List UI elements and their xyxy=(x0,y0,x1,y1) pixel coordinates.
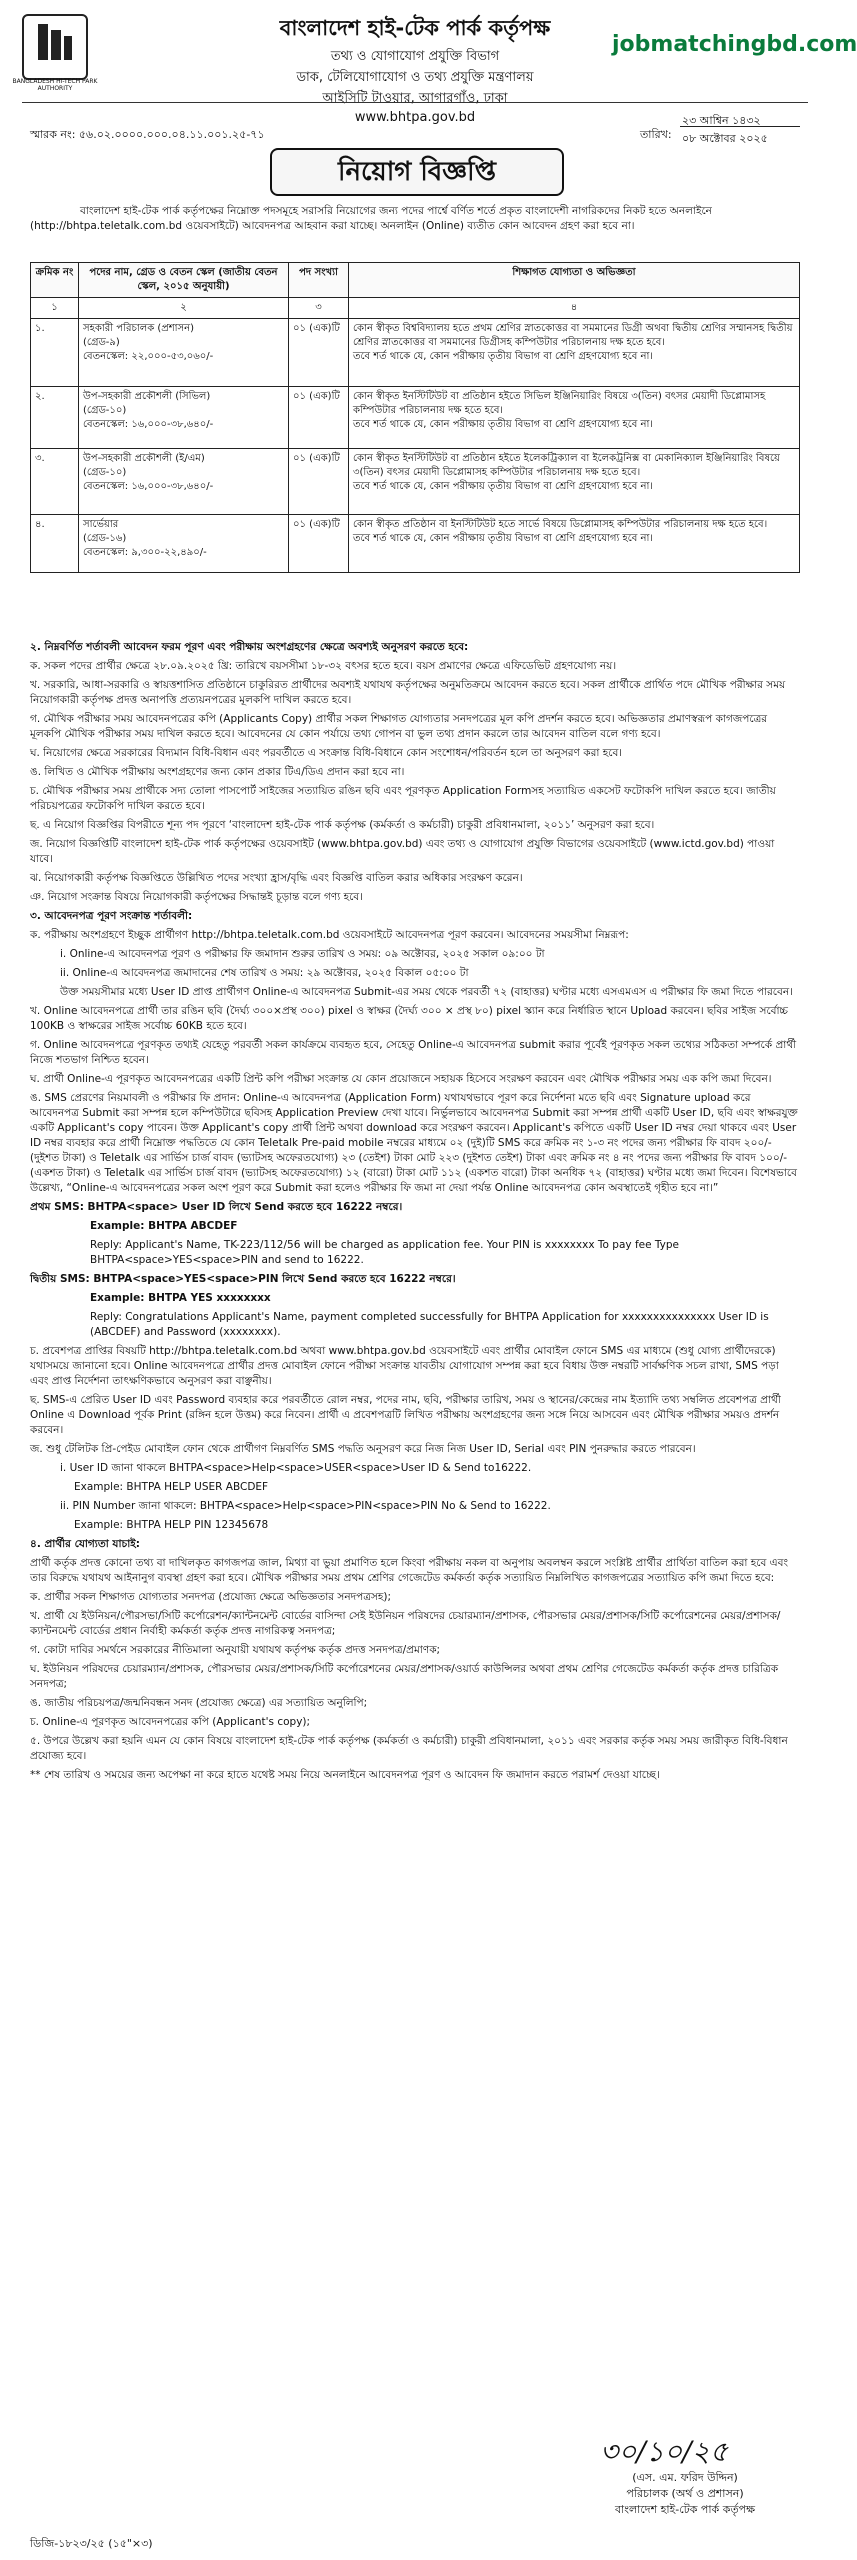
post-scale: বেতনস্কেল: ১৬,০০০-৩৮,৬৪০/- xyxy=(83,419,214,430)
website-line: www.bhtpa.gov.bd xyxy=(354,110,476,125)
signatory-designation: পরিচালক (অর্থ ও প্রশাসন) xyxy=(626,2487,744,2500)
sl-cell: ২. xyxy=(31,387,79,449)
section-2 xyxy=(30,640,800,1787)
count-cell: ০১ (এক)টি xyxy=(289,449,349,515)
post-name: উপ-সহকারী প্রকৌশলী (সিভিল) xyxy=(83,391,211,402)
col-header-count: পদ সংখ্যা xyxy=(289,263,349,298)
qual-cell xyxy=(349,515,800,573)
sms1-reply: Reply: Applicant's Name, TK-223/112/56 will be charged as application fee. Your PIN is xxxxxxxx To pay fee Type BHTPA<space>YES<space>PIN and send to 16222. xyxy=(90,1239,680,1266)
section-2-item: ক. সকল পদের প্রার্থীর ক্ষেত্রে ২৮.০৯.২০২৫ খ্রি: তারিখে বয়সসীমা ১৮-৩২ বৎসর হতে হবে। বয়স প্রমাণের ক্ষেত্রে এফিডেভিট গ্রহণযোগ্য নয়। xyxy=(30,660,617,672)
jobmatchingbd-logo: jobmatchingbd.com xyxy=(612,32,857,57)
section-3-umo: ঙ. SMS প্রেরণের নিয়মাবলী ও পরীক্ষার ফি প্রদান: Online-এ আবেদনপত্র (Application Form) যথাযথভাবে পূরণ করে নির্দেশনা মতে ছবি এবং Signature upload করে আবেদনপত্র Submit করা সম্পন্ন হলে কম্পিউটারে ছবিসহ Application Preview দেখা যাবে। নির্ভুলভাবে আবেদনপত্র Submit করা সম্পন্ন প্রার্থী একটি User ID, ছবি এবং স্বাক্ষরযুক্ত একটি Applicant's copy পাবেন। উক্ত Applicant's copy প্রার্থী প্রিন্ট অথবা download করে সংরক্ষণ করবেন। Applicant's কপিতে একটি User ID নম্বর দেয়া থাকবে এবং User ID নম্বর ব্যবহার করে প্রার্থী নিম্নোক্ত পদ্ধতিতে যে কোন Teletalk Pre-paid mobile নম্বরের মাধ্যমে ০২ (দুই)টি SMS করে ক্রমিক নং ১-৩ নং পদের জন্য পরীক্ষার ফি বাবদ ২০০/-(দুইশত টাকা) ও Teletalk এর সার্ভিস চার্জ বাবদ (ভ্যাটসহ অফেরতযোগ্য) ২৩ (তেইশ) টাকা মোট ২২৩ (দুইশত তেইশ) টাকা এবং ক্রমিক নং ৪ নং পদের জন্য পরীক্ষার ফি বাবদ ১০০/-(একশত টাকা) ও Teletalk এর সার্ভিস চার্জ বাবদ (ভ্যাটসহ অফেরতযোগ্য) ১২ (বারো) টাকা মোট ১১২ (একশত বারো) টাকা অনধিক ৭২ (বাহাত্তর) ঘণ্টার মধ্যে জমা দিবেন। বিশেষভাবে উল্লেখ্য, “Online-এ আবেদনপত্রের সকল অংশ পূরণ করে Submit করা হলেও পরীক্ষার ফি জমা না দেয়া পর্যন্ত Online আবেদনপত্র কোন অবস্থাতেই গৃহীত হবে না।” xyxy=(30,1092,798,1194)
ministry-line: ডাক, টেলিযোগাযোগ ও তথ্য প্রযুক্তি মন্ত্রণালয় xyxy=(296,70,534,85)
post-cell xyxy=(79,387,289,449)
post-scale: বেতনস্কেল: ৯,৩০০-২২,৪৯০/- xyxy=(83,547,207,558)
bhtpa-logo xyxy=(22,14,88,80)
post-name: উপ-সহকারী প্রকৌশলী (ই/এম) xyxy=(83,453,205,464)
section-4-heading: ৪. প্রার্থীর যোগ্যতা যাচাই: xyxy=(30,1538,140,1550)
signature: ৩০/১০/২৫ xyxy=(600,2435,729,2468)
section-3-ja-ii-example: Example: BHTPA HELP PIN 12345678 xyxy=(74,1519,269,1531)
count-cell: ০১ (এক)টি xyxy=(289,319,349,387)
header-divider xyxy=(22,102,808,103)
post-grade: (গ্রেড-৯) xyxy=(83,337,120,348)
intro-paragraph: বাংলাদেশ হাই-টেক পার্ক কর্তৃপক্ষের নিম্নোক্ত পদসমূহে সরাসরি নিয়োগের জন্য পদের পার্শ্বে বর্ণিত শর্তে প্রকৃত বাংলাদেশী নাগরিকদের নিকট হতে অনলাইনে (http://bhtpa.teletalk.com.bd ওয়েবসাইটে) আবেদনপত্র আহবান করা যাচ্ছে। অনলাইন (Online) ব্যতীত কোন আবেদন গ্রহণ করা হবে না। xyxy=(30,205,712,232)
section-3-kha: খ. Online আবেদনপত্রে প্রার্থী তার রঙিন ছবি (দৈর্ঘ্য ৩০০×প্রস্থ ৩০০) pixel ও স্বাক্ষর (দৈর্ঘ্য ৩০০ × প্রস্থ ৮০) pixel স্ক্যান করে নির্ধারিত স্থানে Upload করবেন। ছবির সাইজ সর্বোচ্চ 100KB ও স্বাক্ষরের সাইজ সর্বোচ্চ 60KB হতে হবে। xyxy=(30,1005,788,1032)
post-scale: বেতনস্কেল: ২২,০০০-৫৩,০৬০/- xyxy=(83,351,214,362)
qual-text: কোন স্বীকৃত ইনস্টিটিউট বা প্রতিষ্ঠান হইতে ইলেকট্রিক্যাল বা ইলেকট্রনিক্স বা মেকানিক্যাল ইঞ্জিনিয়ারিং বিষয়ে ৩(তিন) বৎসর মেয়াদী ডিপ্লোমাসহ কম্পিউটার পরিচালনায় দক্ষ হতে হবে। xyxy=(353,453,780,478)
date-bangla: ২৩ আশ্বিন ১৪৩২ xyxy=(682,114,761,127)
section-2-item: ঘ. নিয়োগের ক্ষেত্রে সরকারের বিদ্যমান বিধি-বিধান এবং পরবর্তীতে এ সংক্রান্ত বিধি-বিধানে কোন সংশোধন/পরিবর্তন হলে তা অনুসরণ করা হবে। xyxy=(30,747,623,759)
section-2-item: ঙ. লিখিত ও মৌখিক পরীক্ষায় অংশগ্রহণের জন্য কোন প্রকার টিএ/ডিএ প্রদান করা হবে না। xyxy=(30,766,405,778)
col-header-sl: ক্রমিক নং xyxy=(31,263,79,298)
section-4-item: চ. Online-এ পূরণকৃত আবেদনপত্রের কপি (Applicant's copy); xyxy=(30,1716,311,1728)
section-3-heading: ৩. আবেদনপত্র পূরণ সংক্রান্ত শর্তাবলী: xyxy=(30,910,193,922)
count-cell: ০১ (এক)টি xyxy=(289,387,349,449)
sms2-example: Example: BHTPA YES xxxxxxxx xyxy=(90,1292,271,1304)
dept-line: তথ্য ও যোগাযোগ প্রযুক্তি বিভাগ xyxy=(330,49,500,64)
section-4-item: ঙ. জাতীয় পরিচয়পত্র/জন্মনিবন্ধন সনদ (প্রযোজ্য ক্ষেত্রে) এর সত্যায়িত অনুলিপি; xyxy=(30,1697,368,1709)
section-5-body: ৫. উপরে উল্লেখ করা হয়নি এমন যে কোন বিষয়ে বাংলাদেশ হাই-টেক পার্ক কর্তৃপক্ষ (কর্মকর্তা ও কর্মচারী) চাকুরী প্রবিধানমালা, ২০১১ এবং সরকার কর্তৃক সময় সময় জারীকৃত বিধি-বিধান প্রযোজ্য হবে। xyxy=(30,1735,788,1762)
col-header-post: পদের নাম, গ্রেড ও বেতন স্কেল (জাতীয় বেতন স্কেল, ২০১৫ অনুযায়ী) xyxy=(79,263,289,298)
post-cell xyxy=(79,515,289,573)
section-3-chha: ছ. SMS-এ প্রেরিত User ID এবং Password ব্যবহার করে পরবর্তীতে রোল নম্বর, পদের নাম, ছবি, পরীক্ষার তারিখ, সময় ও স্থানের/কেন্দ্রের নাম ইত্যাদি তথ্য সম্বলিত প্রবেশপত্র প্রার্থী Online এ Download পূর্বক Print (রঙ্গিন হলে উত্তম) করে নিবেন। প্রার্থী এ প্রবেশপত্রটি লিখিত পরীক্ষায় অংশগ্রহণের জন্য সঙ্গে নিয়ে আসবেন এবং মৌখিক পরীক্ষার সময়ও প্রদর্শন করবেন। xyxy=(30,1394,781,1436)
deadline-note: ** শেষ তারিখ ও সময়ের জন্য অপেক্ষা না করে হাতে যথেষ্ট সময় নিয়ে অনলাইনে আবেদনপত্র পূরণ ও আবেদন ফি জমাদান করতে পরামর্শ দেওয়া যাচ্ছে। xyxy=(30,1769,660,1781)
count-cell: ০১ (এক)টি xyxy=(289,515,349,573)
section-4-item: খ. প্রার্থী যে ইউনিয়ন/পৌরসভা/সিটি কর্পোরেশন/ক্যান্টনমেন্ট বোর্ডের বাসিন্দা সেই ইউনিয়ন পরিষদের চেয়ারম্যান/প্রশাসক, পৌরসভার মেয়র/প্রশাসক/সিটি কর্পোরেশনের মেয়র/প্রশাসক/ক্যান্টনমেন্ট বোর্ডের প্রধান নির্বাহী কর্মকর্তা কর্তৃক প্রদত্ত নাগরিকত্ব সনদপত্র; xyxy=(30,1610,781,1637)
section-2-item: জ. নিয়োগ বিজ্ঞপ্তিটি বাংলাদেশ হাই-টেক পার্ক কর্তৃপক্ষের ওয়েবসাইট (www.bhtpa.gov.bd) এবং তথ্য ও যোগাযোগ প্রযুক্তি বিভাগের ওয়েবসাইটে (www.ictd.gov.bd) পাওয়া যাবে। xyxy=(30,838,775,865)
table-row xyxy=(31,449,800,515)
signatory-name: (এস. এম. ফরিদ উদ্দিন) xyxy=(632,2471,738,2484)
section-2-item: ঝ. নিয়োগকারী কর্তৃপক্ষ বিজ্ঞপ্তিতে উল্লিখিত পদের সংখ্যা হ্রাস/বৃদ্ধি এবং বিজ্ঞপ্তি বাতিল করার অধিকার সংরক্ষণ করেন। xyxy=(30,872,523,884)
table-row xyxy=(31,387,800,449)
sms1-label: প্রথম SMS: BHTPA<space> User ID লিখে Send করতে হবে 16222 নম্বরে। xyxy=(30,1201,403,1213)
section-2-item: ছ. এ নিয়োগ বিজ্ঞপ্তির বিপরীতে শূন্য পদ পূরণে ‘বাংলাদেশ হাই-টেক পার্ক কর্তৃপক্ষ (কর্মকর্তা ও কর্মচারী) চাকুরী প্রবিধানমালা, ২০১১’ অনুসরণ করা হবে। xyxy=(30,819,655,831)
section-3-ja: জ. শুধু টেলিটক প্রি-পেইড মোবাইল ফোন থেকে প্রার্থীগণ নিম্নবর্ণিত SMS পদ্ধতি অনুসরণ করে নিজ নিজ User ID, Serial এবং PIN পুনরুদ্ধার করতে পারবেন। xyxy=(30,1443,696,1455)
section-3-ka-ii: ii. Online-এ আবেদনপত্র জমাদানের শেষ তারিখ ও সময়: ২৯ অক্টোবর, ২০২৫ বিকাল ০৫:০০ টা xyxy=(60,967,469,979)
section-3-ka-note: উক্ত সময়সীমার মধ্যে User ID প্রাপ্ত প্রার্থীগণ Online-এ আবেদনপত্র Submit-এর সময় থেকে পরবর্তী ৭২ (বাহাত্তর) ঘণ্টার মধ্যে এসএমএস এ পরীক্ষার ফি জমা দিতে পারবেন। xyxy=(60,986,793,998)
qual-cell xyxy=(349,449,800,515)
footer-code: ডিজি-১৮২৩/২৫ (১৫"×৩) xyxy=(30,2537,153,2550)
section-4-item: ক. প্রার্থীর সকল শিক্ষাগত যোগ্যতার সনদপত্র (প্রযোজ্য ক্ষেত্রে অভিজ্ঞতার সনদপত্রসহ); xyxy=(30,1591,392,1603)
section-2-heading: ২. নিম্নবর্ণিত শর্তাবলী আবেদন ফরম পূরণ এবং পরীক্ষায় অংশগ্রহণের ক্ষেত্রে অবশ্যই অনুসরণ করতে হবে: xyxy=(30,641,469,653)
signatory-org: বাংলাদেশ হাই-টেক পার্ক কর্তৃপক্ষ xyxy=(614,2503,756,2516)
post-grade: (গ্রেড-১০) xyxy=(83,405,127,416)
qual-cell xyxy=(349,319,800,387)
table-row xyxy=(31,319,800,387)
section-4-body: প্রার্থী কর্তৃক প্রদত্ত কোনো তথ্য বা দাখিলকৃত কাগজপত্র জাল, মিথ্যা বা ভুয়া প্রমাণিত হলে কিংবা পরীক্ষায় নকল বা অনুপায় অবলম্বন করলে সংশ্লিষ্ট প্রার্থীর প্রার্থিতা বাতিল করা হবে এবং তার বিরুদ্ধে যথাযথ আইনানুগ ব্যবস্থা গ্রহণ করা হবে। মৌখিক পরীক্ষার সময় প্রথম শ্রেণির গেজেটেড কর্মকর্তা কর্তৃক সত্যায়িত নিম্নলিখিত কাগজপত্রের সত্যায়িত কপি জমা দিতে হবে: xyxy=(30,1557,789,1584)
section-3-ja-i: i. User ID জানা থাকলে BHTPA<space>Help<space>USER<space>User ID & Send to16222. xyxy=(60,1462,532,1474)
table-row xyxy=(31,515,800,573)
qual-note: তবে শর্ত থাকে যে, কোন পরীক্ষায় তৃতীয় বিভাগ বা শ্রেণি গ্রহণযোগ্য হবে না। xyxy=(353,533,653,544)
date-english: ০৮ অক্টোবর ২০২৫ xyxy=(682,132,768,145)
qual-cell xyxy=(349,387,800,449)
sms2-reply: Reply: Congratulations Applicant's Name, payment completed successfully for BHTPA Application for xxxxxxxxxxxxxxx User ID is (ABCDEF) and Password (xxxxxxxx). xyxy=(90,1311,769,1338)
num-cell: ২ xyxy=(79,298,289,319)
section-2-item: চ. মৌখিক পরীক্ষার সময় প্রার্থীকে সদ্য তোলা পাসপোর্ট সাইজের সত্যায়িত রঙিন ছবি এবং পূরণকৃত Application Formসহ সত্যায়িত একসেট ফটোকপি দাখিল করতে হবে। জাতীয় পরিচয়পত্রের ফটোকপি দাখিল করতে হবে। xyxy=(30,785,776,812)
section-4-item: গ. কোটা দাবির সমর্থনে সরকারের নীতিমালা অনুযায়ী যথাযথ কর্তৃপক্ষ কর্তৃক প্রদত্ত সনদপত্র/প্রমাণক; xyxy=(30,1644,441,1656)
post-name: সহকারী পরিচালক (প্রশাসন) xyxy=(83,323,195,334)
num-cell: ৩ xyxy=(289,298,349,319)
section-3-ja-ii: ii. PIN Number জানা থাকলে: BHTPA<space>Help<space>PIN<space>PIN No & Send to 16222. xyxy=(60,1500,551,1512)
memo-number: স্মারক নং: ৫৬.০২.০০০০.০০০.০৪.১১.০০১.২৫-৭১ xyxy=(30,128,265,141)
notice-title: নিয়োগ বিজ্ঞপ্তি xyxy=(270,148,564,196)
qual-note: তবে শর্ত থাকে যে, কোন পরীক্ষায় তৃতীয় বিভাগ বা শ্রেণি গ্রহণযোগ্য হবে না। xyxy=(353,419,653,430)
post-scale: বেতনস্কেল: ১৬,০০০-৩৮,৬৪০/- xyxy=(83,481,214,492)
sl-cell: ৪. xyxy=(31,515,79,573)
sl-cell: ১. xyxy=(31,319,79,387)
date-label: তারিখ: xyxy=(640,128,672,141)
date-divider xyxy=(680,126,800,127)
section-2-item: গ. মৌখিক পরীক্ষার সময় আবেদনপত্রের কপি (Applicants Copy) প্রার্থীর সকল শিক্ষাগত যোগ্যতার সনদপত্রের মূল কপি প্রদর্শন করতে হবে। অভিজ্ঞতার প্রমাণস্বরূপ কাগজপত্রের মূলকপি মৌখিক পরীক্ষার সময় দাখিল করতে হবে। আবেদনের যে কোন পর্যায়ে তথ্য গোপন বা ভুল তথ্য প্রদান করলে তার আবেদন বাতিল বলে গণ্য হবে। xyxy=(30,713,768,740)
logo-text: BANGLADESH HI-TECH PARK AUTHORITY xyxy=(12,78,98,92)
num-cell: ১ xyxy=(31,298,79,319)
address-line: আইসিটি টাওয়ার, আগারগাঁও, ঢাকা xyxy=(322,91,508,106)
post-grade: (গ্রেড-১০) xyxy=(83,467,127,478)
section-4-item: ঘ. ইউনিয়ন পরিষদের চেয়ারম্যান/প্রশাসক, পৌরসভার মেয়র/প্রশাসক/সিটি কর্পোরেশনের মেয়র/প্রশাসক/ওয়ার্ড কাউন্সিলর অথবা প্রথম শ্রেণির গেজেটেড কর্মকর্তা কর্তৃক প্রদত্ত চারিত্রিক সনদপত্র; xyxy=(30,1663,779,1690)
post-grade: (গ্রেড-১৬) xyxy=(83,533,127,544)
post-name: সার্ভেয়ার xyxy=(83,519,119,530)
qual-note: তবে শর্ত থাকে যে, কোন পরীক্ষায় তৃতীয় বিভাগ বা শ্রেণি গ্রহণযোগ্য হবে না। xyxy=(353,481,653,492)
qual-text: কোন স্বীকৃত প্রতিষ্ঠান বা ইনস্টিটিউট হতে সার্ভে বিষয়ে ডিপ্লোমাসহ কম্পিউটার পরিচালনায় দক্ষ হতে হবে। xyxy=(353,519,768,530)
sms2-label: দ্বিতীয় SMS: BHTPA<space>YES<space>PIN লিখে Send করতে হবে 16222 নম্বরে। xyxy=(30,1273,456,1285)
qual-note: তবে শর্ত থাকে যে, কোন পরীক্ষায় তৃতীয় বিভাগ বা শ্রেণি গ্রহণযোগ্য হবে না। xyxy=(353,351,653,362)
section-2-item: খ. সরকারি, আধা-সরকারি ও স্বায়ত্তশাসিত প্রতিষ্ঠানে চাকুরিরত প্রার্থীদের অবশ্যই যথাযথ কর্তৃপক্ষের অনুমতিক্রমে আবেদন করতে হবে। সকল প্রার্থীকে প্রার্থিত পদে মৌখিক পরীক্ষার সময় নিয়োগকারী কর্তৃপক্ষ প্রদত্ত অনাপত্তি প্রত্যয়নপত্রের মূলকপি দাখিল করতে হবে। xyxy=(30,679,786,706)
col-header-qual: শিক্ষাগত যোগ্যতা ও অভিজ্ঞতা xyxy=(349,263,800,298)
section-3-ja-i-example: Example: BHTPA HELP USER ABCDEF xyxy=(74,1481,269,1493)
sl-cell: ৩. xyxy=(31,449,79,515)
posts-table xyxy=(30,262,800,573)
section-2-item: ঞ. নিয়োগ সংক্রান্ত বিষয়ে নিয়োগকারী কর্তৃপক্ষের সিদ্ধান্তই চূড়ান্ত বলে গণ্য হবে। xyxy=(30,891,363,903)
section-3-cha: চ. প্রবেশপত্র প্রাপ্তির বিষয়টি http://bhtpa.teletalk.com.bd অথবা www.bhtpa.gov.bd ওয়েবসাইটে এবং প্রার্থীর মোবাইল ফোনে SMS এর মাধ্যমে (শুধু যোগ্য প্রার্থীদেরকে) যথাসময়ে জানানো হবে। Online আবেদনপত্রে প্রার্থীর প্রদত্ত মোবাইল ফোনে পরীক্ষা সংক্রান্ত যাবতীয় যোগাযোগ সম্পন্ন করা হবে বিধায় উক্ত নম্বরটি সার্বক্ষণিক সচল রাখা, SMS পড়া এবং প্রাপ্ত নির্দেশনা তাৎক্ষণিকভাবে অনুসরণ করা বাঞ্ছনীয়। xyxy=(30,1345,779,1387)
section-3-ka-i: i. Online-এ আবেদনপত্র পূরণ ও পরীক্ষার ফি জমাদান শুরুর তারিখ ও সময়: ০৯ অক্টোবর, ২০২৫ সকাল ০৯:০০ টা xyxy=(60,948,545,960)
section-3-ga: গ. Online আবেদনপত্রে পূরণকৃত তথ্যই যেহেতু পরবর্তী সকল কার্যক্রমে ব্যবহৃত হবে, সেহেতু Online-এ আবেদনপত্র submit করার পূর্বেই পূরণকৃত সকল তথ্যের সঠিকতা সম্পর্কে প্রার্থী নিজে শতভাগ নিশ্চিত হবেন। xyxy=(30,1039,797,1066)
org-title: বাংলাদেশ হাই-টেক পার্ক কর্তৃপক্ষ xyxy=(279,16,551,40)
sms1-example: Example: BHTPA ABCDEF xyxy=(90,1220,238,1232)
qual-text: কোন স্বীকৃত বিশ্ববিদ্যালয় হতে প্রথম শ্রেণির স্নাতকোত্তর বা সমমানের ডিগ্রী অথবা দ্বিতীয় শ্রেণির সম্মানসহ দ্বিতীয় শ্রেণির স্নাতকোত্তর বা সমমানের ডিগ্রীসহ কম্পিউটার পরিচালনায় দক্ষ হতে হবে। xyxy=(353,323,793,348)
post-cell xyxy=(79,319,289,387)
post-cell xyxy=(79,449,289,515)
qual-text: কোন স্বীকৃত ইনস্টিটিউট বা প্রতিষ্ঠান হইতে সিভিল ইঞ্জিনিয়ারিং বিষয়ে ৩(তিন) বৎসর মেয়াদী ডিপ্লোমাসহ কম্পিউটার পরিচালনায় দক্ষ হতে হবে। xyxy=(353,391,766,416)
num-cell: ৪ xyxy=(349,298,800,319)
section-3-gha: ঘ. প্রার্থী Online-এ পূরণকৃত আবেদনপত্রের একটি প্রিন্ট কপি পরীক্ষা সংক্রান্ত যে কোন প্রয়োজনে সহায়ক হিসেবে সংরক্ষণ করবেন এবং মৌখিক পরীক্ষার সময় এক কপি জমা দিবেন। xyxy=(30,1073,772,1085)
section-3-ka: ক. পরীক্ষায় অংশগ্রহণে ইচ্ছুক প্রার্থীগণ http://bhtpa.teletalk.com.bd ওয়েবসাইটে আবেদনপত্র পূরণ করবেন। আবেদনের সময়সীমা নিম্নরূপ: xyxy=(30,929,629,941)
